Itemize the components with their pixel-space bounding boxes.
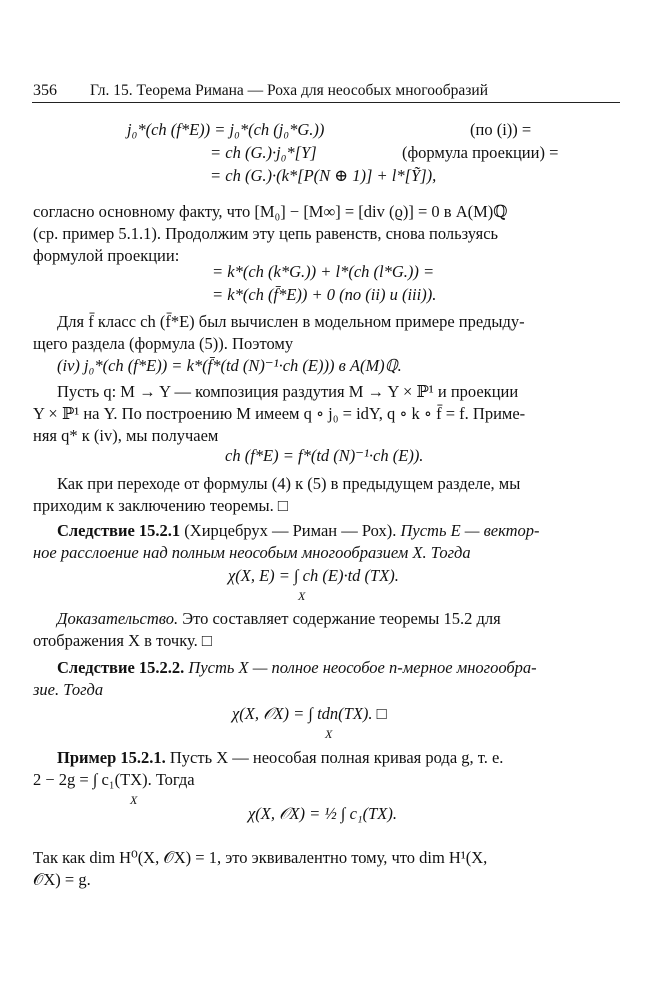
example-line-3: Так как dim H⁰(X, 𝒪X) = 1, это эквивалентно тому, что dim H¹(X, [33, 848, 488, 867]
paragraph-line: Для f̄ класс ch (f̄*E) был вычислен в модельном примере предыду- [57, 312, 525, 331]
corollary-1-text: Пусть E — вектор- [400, 521, 540, 540]
example-line-1 [57, 748, 503, 768]
example-line-4: 𝒪X) = g. [33, 870, 91, 889]
example-label: Пример 15.2.1. [57, 748, 166, 767]
header-rule [32, 102, 620, 103]
equation-line-2: = ch (G.)·j₀*[Y] [210, 143, 317, 162]
paragraph-line: няя q* к (iv), мы получаем [33, 426, 219, 445]
corollary-2-text: Пусть X — полное неособое n-мерное многообра- [184, 658, 537, 677]
equation-line-6: ch (f*E) = f*(td (N)⁻¹·ch (E)). [225, 446, 424, 465]
paragraph-line: щего раздела (формула (5)). Поэтому [33, 334, 294, 353]
paragraph-line: формулой проекции: [33, 246, 180, 265]
formula-iv: (iv) j₀*(ch (f*E)) = k*(f̄*(td (N)⁻¹·ch (E))) в A(M)ℚ. [57, 356, 402, 375]
proof-line-2: отображения X в точку. □ [33, 631, 212, 650]
paragraph-line: Как при переходе от формулы (4) к (5) в предыдущем разделе, мы [57, 474, 521, 493]
proof-label: Доказательство. [57, 609, 179, 628]
paragraph-line: согласно основному факту, что [M₀] − [M∞] = [div (ϱ)] = 0 в A(M)ℚ [33, 202, 508, 221]
integral-subscript: X [298, 589, 306, 603]
equation-line-1: j₀*(ch (f*E)) = j₀*(ch (j₀*G.)) [127, 120, 325, 139]
integral-subscript: X [130, 793, 138, 807]
corollary-1-formula: χ(X, E) = ∫ ch (E)·td (TX). [228, 566, 399, 585]
example-text: Пусть X — неособая полная кривая рода g, т. е. [165, 748, 504, 767]
corollary-1-label: Следствие 15.2.1 [57, 521, 181, 540]
paragraph-line: Пусть q: M → Y — композиция раздутия M → Y × ℙ¹ и проекции [57, 382, 519, 401]
corollary-2-label: Следствие 15.2.2. [57, 658, 185, 677]
equation-line-1-note: (по (i)) = [470, 120, 532, 139]
integral-subscript: X [325, 727, 333, 741]
equation-line-3: = ch (G.)·(k*[P(N ⊕ 1)] + l*[Ỹ]), [210, 166, 437, 185]
paragraph-line: (ср. пример 5.1.1). Продолжим эту цепь равенств, снова пользуясь [33, 224, 499, 243]
equation-line-4: = k*(ch (k*G.)) + l*(ch (l*G.)) = [212, 262, 435, 281]
corollary-2-formula: χ(X, 𝒪X) = ∫ tdn(TX). □ [232, 704, 387, 723]
example-formula: χ(X, 𝒪X) = ½ ∫ c₁(TX). [248, 804, 398, 823]
proof-line-1 [57, 609, 501, 629]
proof-text: Это составляет содержание теоремы 15.2 для [178, 609, 501, 628]
equation-line-5: = k*(ch (f̄*E)) + 0 (по (ii) и (iii)). [212, 285, 437, 304]
corollary-1-attribution: (Хирцебрух — Риман — Рох). [180, 521, 401, 540]
running-title: Гл. 15. Теорема Римана — Роха для неособых многообразий [90, 82, 488, 99]
page-number: 356 [33, 82, 57, 99]
corollary-2-line-2: зие. Тогда [33, 680, 104, 699]
equation-line-2-note: (формула проекции) = [402, 143, 559, 162]
corollary-1-line-2: ное расслоение над полным неособым многообразием X. Тогда [33, 543, 471, 562]
paragraph-line: приходим к заключению теоремы. □ [33, 496, 288, 515]
paragraph-line: Y × ℙ¹ на Y. По построению M имеем q ∘ j₀ = idY, q ∘ k ∘ f̄ = f. Приме- [33, 404, 526, 423]
corollary-1-line-1 [57, 521, 539, 541]
example-line-2: 2 − 2g = ∫ c₁(TX). Тогда [33, 770, 195, 789]
corollary-2-line-1 [57, 658, 537, 678]
